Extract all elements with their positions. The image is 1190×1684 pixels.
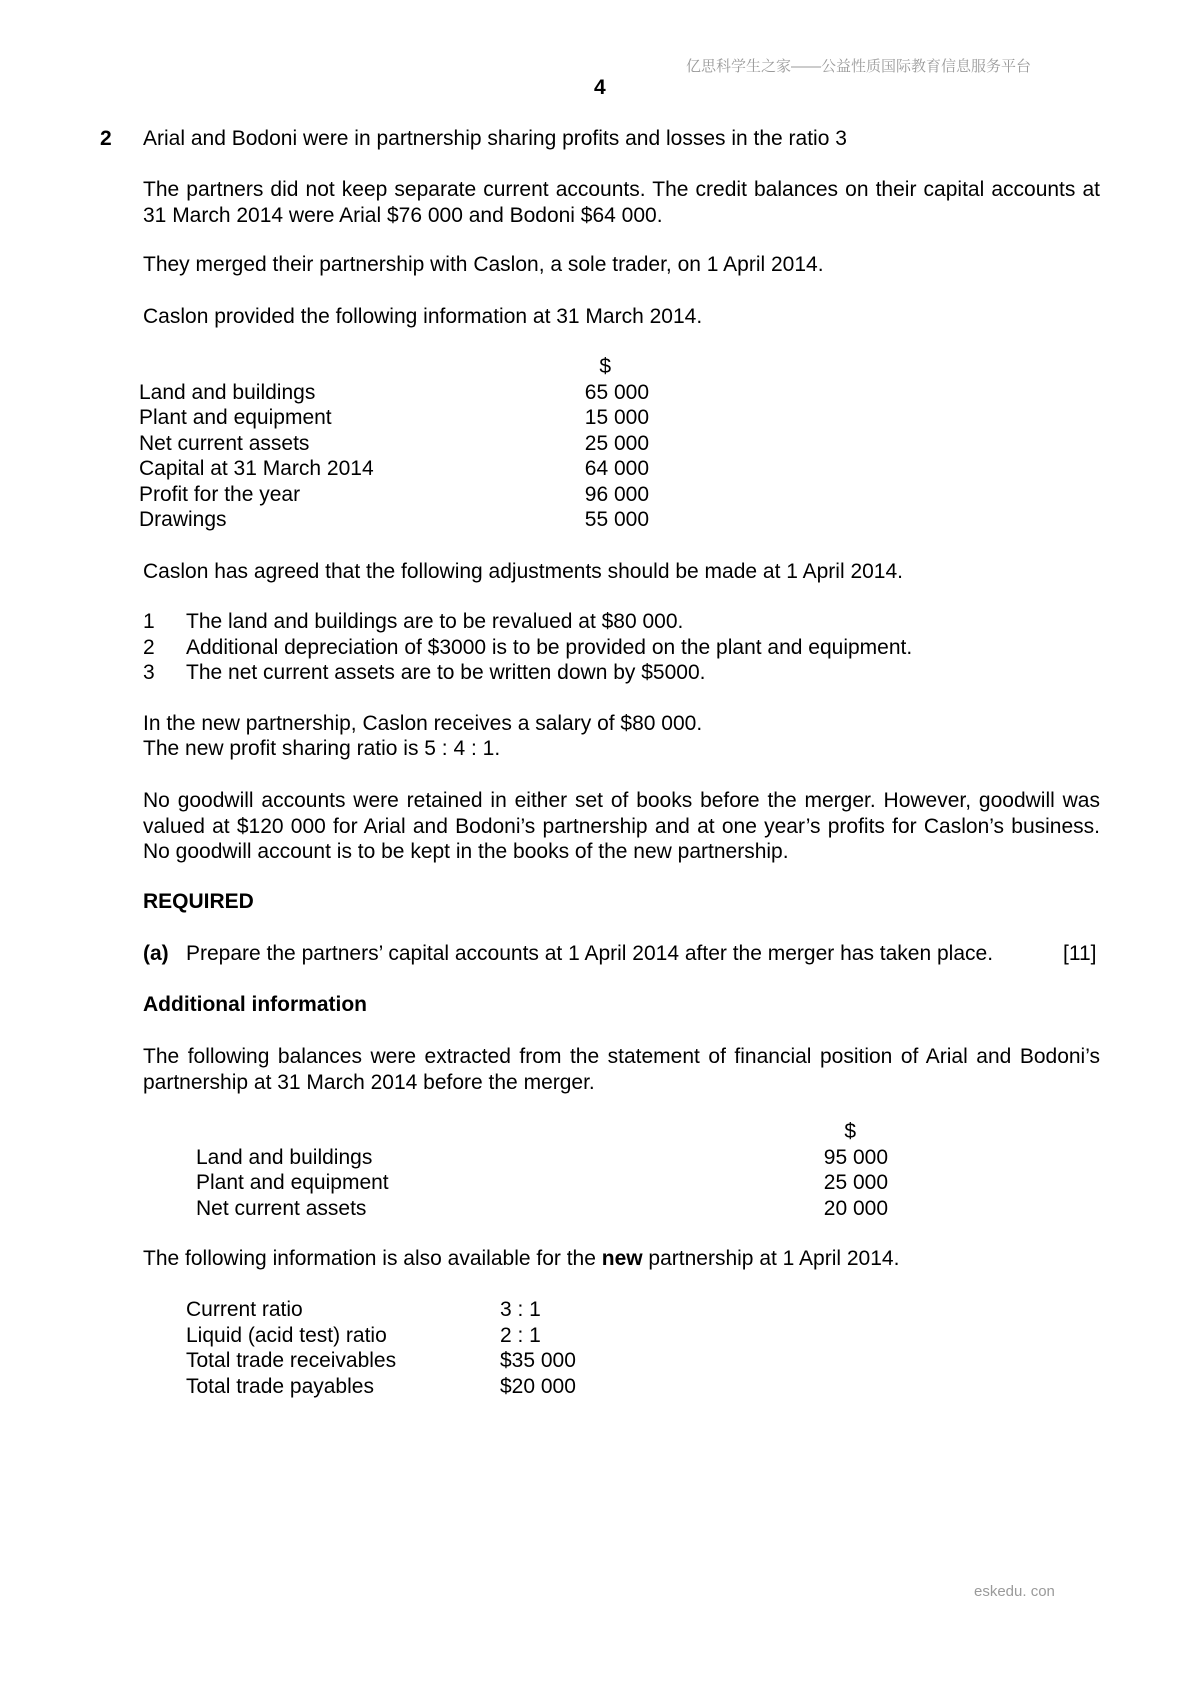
item-number: 2 — [143, 635, 155, 659]
required-heading: REQUIRED — [143, 890, 254, 913]
row-value: 65 000 — [584, 380, 649, 404]
question-number: 2 — [100, 127, 112, 150]
new-info-line — [143, 1247, 899, 1271]
table-row — [139, 456, 649, 482]
part-a-marks: [11] — [1063, 942, 1097, 965]
part-a-text: Prepare the partners’ capital accounts at 1 April 2014 after the merger has taken place. — [186, 942, 994, 965]
watermark-bottom: eskedu. con — [974, 1583, 1055, 1600]
new-info-after: partnership at 1 April 2014. — [642, 1247, 900, 1270]
row-label: Plant and equipment — [139, 406, 332, 429]
row-label: Land and buildings — [139, 380, 316, 404]
row-value: $35 000 — [500, 1349, 576, 1372]
table-row — [139, 482, 649, 508]
row-value: 25 000 — [584, 431, 649, 455]
item-text: Additional depreciation of $3000 is to be provided on the plant and equipment. — [186, 635, 913, 659]
list-item — [143, 660, 912, 686]
salary-line: In the new partnership, Caslon receives a salary of $80 000. — [143, 712, 703, 735]
row-value: 25 000 — [823, 1171, 888, 1194]
watermark-top: 亿思科学生之家——公益性质国际教育信息服务平台 — [686, 58, 1032, 75]
row-value: 3 : 1 — [500, 1298, 541, 1321]
additional-heading: Additional information — [143, 993, 367, 1016]
table-row — [139, 431, 649, 457]
row-label: Drawings — [139, 508, 227, 531]
item-number: 1 — [143, 610, 155, 633]
para-goodwill: No goodwill accounts were retained in either set of books before the merger. However, goodwill was valued at $120 000 for Arial and Bodoni’s partnership and at one year’s profits for Caslon’s business. No goodwill account is to be kept in the books of the new partnership. — [143, 789, 1100, 863]
row-label: Plant and equipment — [196, 1171, 389, 1194]
row-value: 55 000 — [584, 508, 649, 531]
table-row — [139, 507, 649, 533]
currency-header: $ — [599, 355, 611, 378]
table-row — [139, 380, 649, 406]
para-balances: The following balances were extracted from the statement of financial position of Arial and Bodoni’s partnership at 31 March 2014 before the merger. — [143, 1045, 1100, 1094]
table-row — [196, 1196, 888, 1222]
row-label: Profit for the year — [139, 482, 301, 506]
table-row — [186, 1323, 576, 1349]
row-value: $20 000 — [500, 1374, 576, 1398]
table-row — [186, 1374, 576, 1400]
row-label: Capital at 31 March 2014 — [139, 457, 374, 480]
new-info-before: The following information is also available for the — [143, 1247, 602, 1270]
part-a-label: (a) — [143, 942, 169, 965]
table-row — [196, 1145, 888, 1171]
new-partnership-info-table — [186, 1297, 576, 1399]
ratio-line: The new profit sharing ratio is 5 : 4 : 1. — [143, 737, 501, 760]
row-value: 96 000 — [584, 482, 649, 506]
row-label: Total trade payables — [186, 1374, 374, 1398]
table-row — [139, 405, 649, 431]
table-row — [186, 1297, 576, 1323]
ab-partnership-table — [196, 1119, 888, 1221]
item-number: 3 — [143, 661, 155, 684]
table-row — [196, 1170, 888, 1196]
table-row — [186, 1348, 576, 1374]
currency-header: $ — [844, 1120, 856, 1143]
para-merged: They merged their partnership with Caslon, a sole trader, on 1 April 2014. — [143, 253, 824, 276]
row-label: Current ratio — [186, 1298, 303, 1321]
row-label: Total trade receivables — [186, 1349, 397, 1372]
row-value: 2 : 1 — [500, 1323, 541, 1347]
adjustments-list — [143, 609, 912, 686]
para-caslon-info: Caslon provided the following information at 31 March 2014. — [143, 305, 703, 328]
row-value: 15 000 — [584, 406, 649, 429]
para-adjustments: Caslon has agreed that the following adjustments should be made at 1 April 2014. — [143, 560, 903, 583]
row-value: 64 000 — [584, 457, 649, 480]
new-info-bold: new — [601, 1247, 643, 1270]
page-number: 4 — [594, 76, 606, 99]
row-value: 20 000 — [823, 1196, 888, 1220]
list-item — [143, 635, 912, 661]
question-intro: Arial and Bodoni were in partnership sharing profits and losses in the ratio 3 — [143, 127, 847, 150]
row-value: 95 000 — [823, 1145, 888, 1169]
row-label: Net current assets — [139, 431, 310, 455]
list-item — [143, 609, 912, 635]
item-text: The land and buildings are to be revalued at $80 000. — [186, 610, 684, 633]
row-label: Liquid (acid test) ratio — [186, 1323, 387, 1347]
row-label: Land and buildings — [196, 1145, 373, 1169]
caslon-table — [139, 354, 649, 533]
para-current-accounts: The partners did not keep separate current accounts. The credit balances on their capital accounts at 31 March 2014 were Arial $76 000 and Bodoni $64 000. — [143, 178, 1100, 227]
item-text: The net current assets are to be written down by $5000. — [186, 661, 706, 684]
row-label: Net current assets — [196, 1196, 367, 1220]
